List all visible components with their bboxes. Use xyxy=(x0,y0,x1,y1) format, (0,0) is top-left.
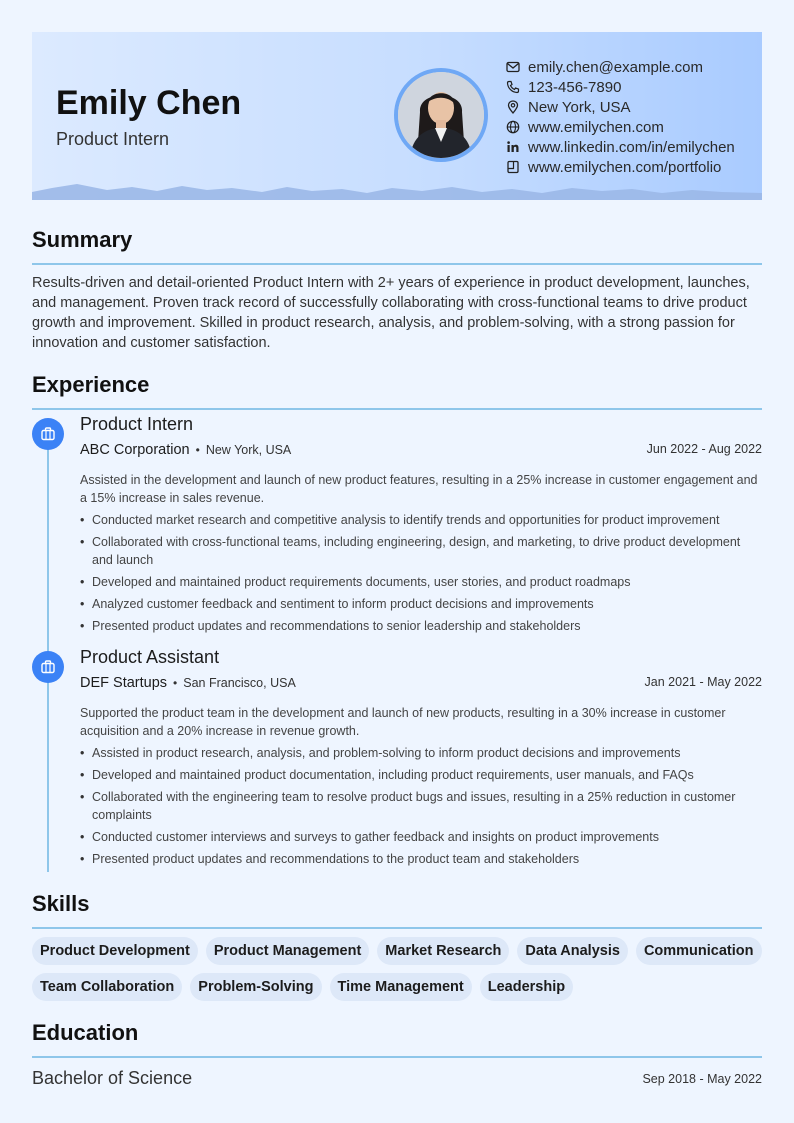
portrait-icon xyxy=(398,72,484,158)
skills-heading: Skills xyxy=(32,891,90,916)
job-description: Supported the product team in the development and launch of new products, resulting in a 30% increase in customer acquisition and a 20% increase in revenue growth. xyxy=(80,706,726,738)
portfolio-icon xyxy=(506,160,520,174)
briefcase-icon xyxy=(32,651,64,683)
job-company: DEF Startups xyxy=(80,675,168,691)
skill-chip: Data Analysis xyxy=(517,937,628,965)
list-item: • Collaborated with cross-functional teams, including engineering, design, and marketing, to drive product development and launch xyxy=(80,533,762,569)
list-item: • Presented product updates and recommendations to senior leadership and stakeholders xyxy=(80,617,762,635)
list-item: • Developed and maintained product requirements documents, user stories, and product roadmaps xyxy=(80,573,762,591)
contact-website-text: www.emilychen.com xyxy=(528,118,664,136)
skill-chip: Time Management xyxy=(330,973,472,1001)
contact-list xyxy=(506,57,735,177)
job-title: Product Assistant xyxy=(80,647,220,667)
skill-chip: Team Collaboration xyxy=(32,973,182,1001)
education-dates: Sep 2018 - May 2022 xyxy=(642,1072,762,1086)
education-divider xyxy=(32,1056,762,1058)
mountain-decoration xyxy=(32,180,762,200)
skills-list xyxy=(32,937,762,1001)
candidate-name: Emily Chen xyxy=(56,84,242,122)
skill-chip: Problem-Solving xyxy=(190,973,321,1001)
contact-portfolio[interactable] xyxy=(506,157,735,177)
education-degree: Bachelor of Science xyxy=(32,1068,193,1088)
job-bullets xyxy=(80,744,762,872)
location-icon xyxy=(506,100,520,114)
skill-chip: Product Development xyxy=(32,937,198,965)
summary-heading: Summary xyxy=(32,227,133,252)
contact-website[interactable] xyxy=(506,117,735,137)
skill-chip: Leadership xyxy=(480,973,573,1001)
job-meta xyxy=(80,441,762,459)
email-icon xyxy=(506,60,520,74)
list-item: • Conducted customer interviews and surveys to gather feedback and insights on product improvements xyxy=(80,828,762,846)
list-item: • Assisted in product research, analysis, and problem-solving to inform product decisions and improvements xyxy=(80,744,762,762)
summary-text: Results-driven and detail-oriented Product Intern with 2+ years of experience in product development, launches, and management. Proven track record of successfully collaborating with cross-functional teams to drive product growth and improvement. Skilled in product research, analysis, and problem-solving, with a strong passion for innovation and customer satisfaction. xyxy=(32,275,750,351)
list-item: • Conducted market research and competitive analysis to identify trends and opportunities for product improvement xyxy=(80,511,762,529)
skills-divider xyxy=(32,927,762,929)
contact-phone-text: 123-456-7890 xyxy=(528,78,622,96)
job-location: New York, USA xyxy=(205,443,292,457)
profile-photo xyxy=(394,68,488,162)
list-item: • Developed and maintained product documentation, including product requirements, user manuals, and FAQs xyxy=(80,766,762,784)
job-description: Assisted in the development and launch of new product features, resulting in a 25% increase in customer engagement and a 15% increase in sales revenue. xyxy=(80,473,758,505)
skill-chip: Communication xyxy=(636,937,762,965)
job-location: San Francisco, USA xyxy=(183,676,296,690)
separator-dot: • xyxy=(173,676,178,690)
phone-icon xyxy=(506,80,520,94)
contact-email[interactable] xyxy=(506,57,735,77)
education-heading: Education xyxy=(32,1020,139,1045)
job-company: ABC Corporation xyxy=(80,442,190,458)
experience-heading: Experience xyxy=(32,372,150,397)
briefcase-icon xyxy=(32,418,64,450)
contact-phone[interactable] xyxy=(506,77,735,97)
resume-header xyxy=(32,32,762,200)
job-title: Product Intern xyxy=(80,414,194,434)
job-dates: Jan 2021 - May 2022 xyxy=(644,675,762,689)
job-bullets xyxy=(80,511,762,639)
list-item: • Collaborated with the engineering team to resolve product bugs and issues, resulting in a 25% reduction in customer complaints xyxy=(80,788,762,824)
contact-email-text: emily.chen@example.com xyxy=(528,58,704,76)
candidate-title: Product Intern xyxy=(56,129,170,149)
job-dates: Jun 2022 - Aug 2022 xyxy=(646,442,762,456)
contact-location xyxy=(506,97,735,117)
skill-chip: Product Management xyxy=(206,937,369,965)
experience-divider xyxy=(32,408,762,410)
job-meta xyxy=(80,674,762,692)
linkedin-icon xyxy=(506,140,520,154)
contact-linkedin[interactable] xyxy=(506,137,735,157)
contact-linkedin-text: www.linkedin.com/in/emilychen xyxy=(528,138,735,156)
list-item: • Analyzed customer feedback and sentiment to inform product decisions and improvements xyxy=(80,595,762,613)
separator-dot: • xyxy=(195,443,200,457)
skill-chip: Market Research xyxy=(377,937,509,965)
contact-location-text: New York, USA xyxy=(528,98,631,116)
contact-portfolio-text: www.emilychen.com/portfolio xyxy=(528,158,722,176)
list-item: • Presented product updates and recommendations to the product team and stakeholders xyxy=(80,850,762,868)
summary-divider xyxy=(32,263,762,265)
globe-icon xyxy=(506,120,520,134)
